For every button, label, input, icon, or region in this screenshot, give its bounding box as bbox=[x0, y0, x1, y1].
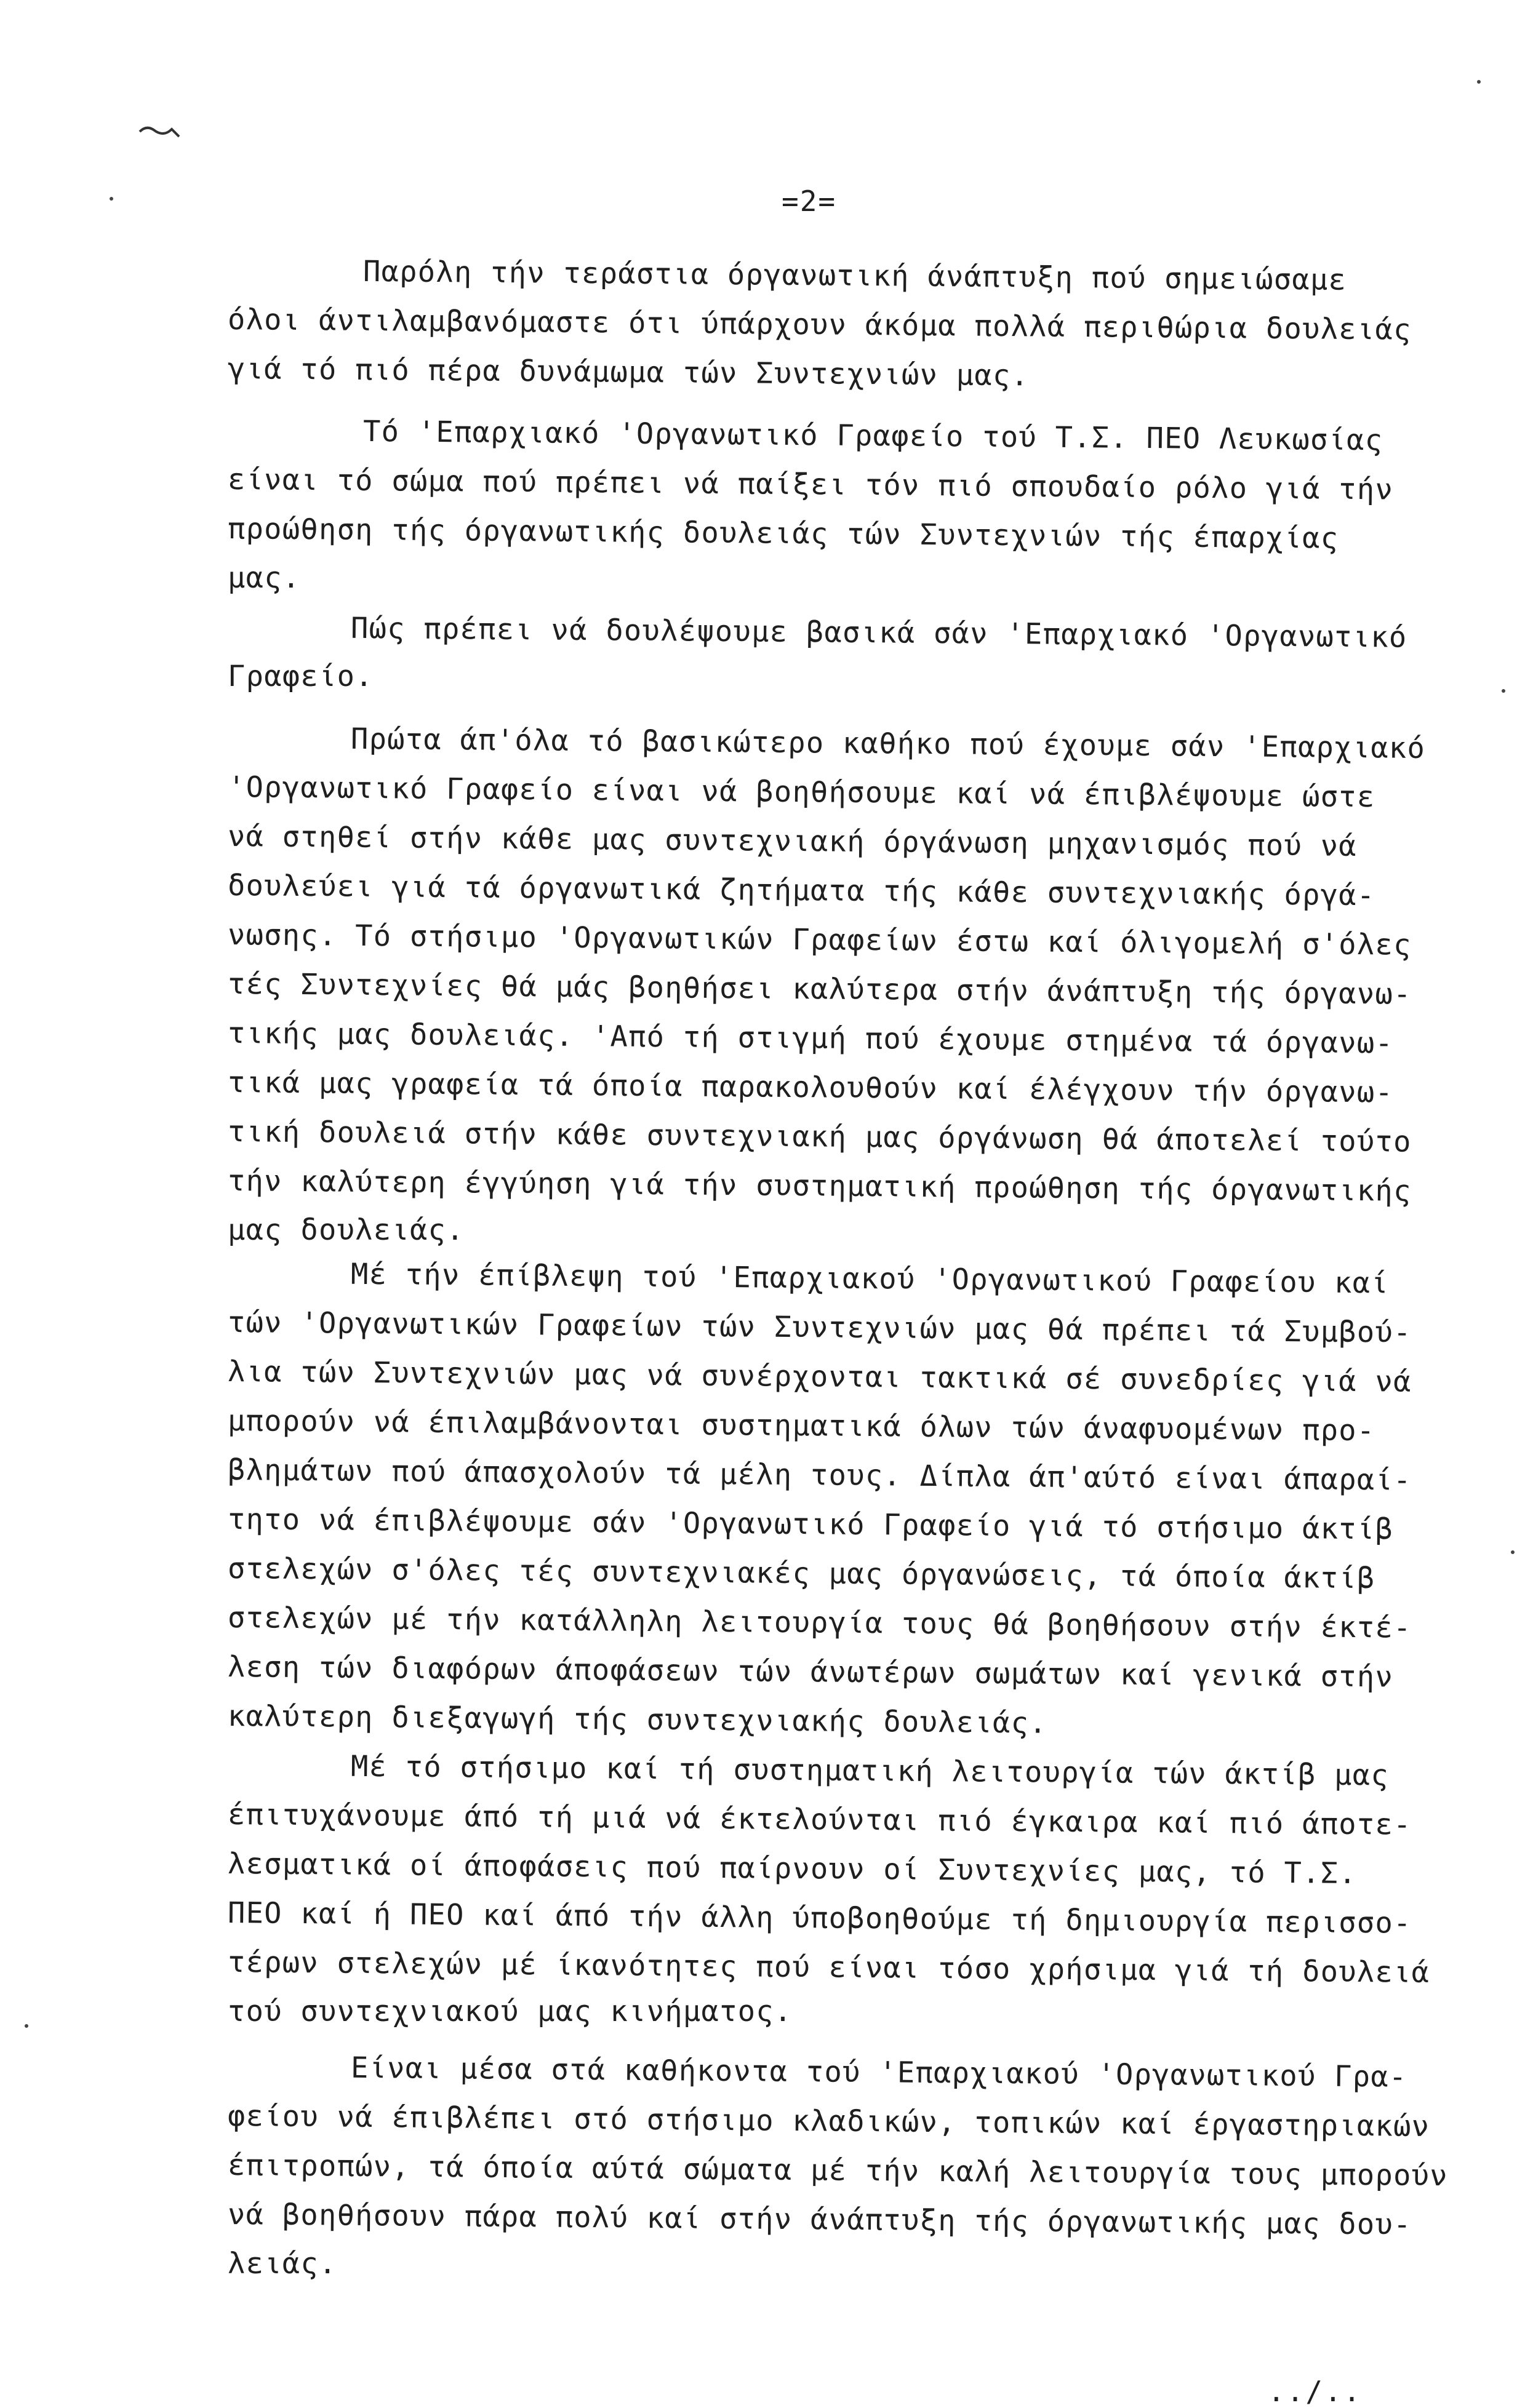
stray-mark bbox=[138, 123, 182, 138]
paragraph-3 bbox=[228, 603, 1483, 701]
text-line: λεσματικά οί άποφάσεις πού παίρνουν οί Συντεχνίες μας, τό Τ.Σ. bbox=[227, 1847, 1358, 1891]
text-line: Μέ τήν έπίβλεψη τού 'Επαρχιακού 'Οργανωτικού Γραφείου καί bbox=[350, 1257, 1390, 1301]
text-line: όλοι άντιλαμβανόμαστε ότι ύπάρχουν άκόμα πολλά περιθώρια δουλειάς bbox=[227, 303, 1412, 347]
paragraph-1 bbox=[228, 246, 1483, 394]
text-line: καλύτερη διεξαγωγή τής συντεχνιακής δουλειάς. bbox=[227, 1699, 1048, 1740]
text-line: λεση τών διαφόρων άποφάσεων τών άνωτέρων σωμάτων καί γενικά στήν bbox=[227, 1650, 1394, 1694]
paragraph-7 bbox=[228, 2043, 1483, 2289]
text-line: γιά τό πιό πέρα δυνάμωμα τών Συντεχνιών μας. bbox=[227, 352, 1030, 393]
text-line: Τό 'Επαρχιακό 'Οργανωτικό Γραφείο τού Τ.Σ. ΠΕΟ Λευκωσίας bbox=[362, 414, 1383, 458]
text-line: μας. bbox=[228, 561, 301, 595]
text-line: μπορούν νά έπιλαμβάνονται συστηματικά όλων τών άναφυομένων προ- bbox=[227, 1404, 1375, 1448]
text-line: νωσης. Τό στήσιμο 'Οργανωτικών Γραφείων έστω καί όλιγομελή σ'όλες bbox=[227, 918, 1412, 962]
paragraph-5 bbox=[228, 1249, 1483, 1741]
scan-speck bbox=[25, 2024, 28, 2028]
text-line: τέρων στελεχών μέ ίκανότητες πού είναι τόσο χρήσιμα γιά τή δουλειά bbox=[227, 1945, 1430, 1990]
text-line: είναι τό σώμα πού πρέπει νά παίξει τόν πιό σπουδαίο ρόλο γιά τήν bbox=[227, 463, 1394, 507]
text-line: τών 'Οργανωτικών Γραφείων τών Συντεχνιών μας θά πρέπει τά Συμβού- bbox=[227, 1306, 1412, 1350]
text-line: 'Οργανωτικό Γραφείο είναι νά βοηθήσουμε καί νά έπιβλέψουμε ώστε bbox=[227, 770, 1375, 815]
text-line: μας δουλειάς. bbox=[228, 1213, 465, 1247]
text-line: τητο νά έπιβλέψουμε σάν 'Οργανωτικό Γραφείο γιά τό στήσιμο άκτίβ bbox=[227, 1502, 1394, 1547]
text-line: βλημάτων πού άπασχολούν τά μέλη τους. Δίπλα άπ'αύτό είναι άπαραί- bbox=[227, 1453, 1412, 1497]
text-line: στελεχών σ'όλες τές συντεχνιακές μας όργανώσεις, τά όποία άκτίβ bbox=[227, 1552, 1375, 1596]
text-line: Πρώτα άπ'όλα τό βασικώτερο καθήκο πού έχουμε σάν 'Επαρχιακό bbox=[350, 722, 1426, 765]
text-line: φείου νά έπιβλέπει στό στήσιμο κλαδικών, τοπικών καί έργαστηριακών bbox=[227, 2099, 1430, 2144]
scan-speck bbox=[1477, 80, 1481, 84]
scan-speck bbox=[110, 197, 113, 201]
text-line: λια τών Συντεχνιών μας νά συνέρχονται τακτικά σέ συνεδρίες γιά νά bbox=[227, 1355, 1412, 1399]
text-line: τικής μας δουλειάς. 'Από τή στιγμή πού έχουμε στημένα τά όργανω- bbox=[227, 1016, 1394, 1061]
text-line: νά βοηθήσουν πάρα πολύ καί στήν άνάπτυξη τής όργανωτικής μας δου- bbox=[227, 2198, 1412, 2242]
text-line: έπιτροπών, τά όποία αύτά σώματα μέ τήν καλή λειτουργία τους μπορούν bbox=[227, 2148, 1449, 2193]
text-line: Είναι μέσα στά καθήκοντα τού 'Επαρχιακού 'Οργανωτικού Γρα- bbox=[350, 2051, 1407, 2094]
paragraph-4 bbox=[228, 714, 1483, 1255]
text-line: δουλεύει γιά τά όργανωτικά ζητήματα τής κάθε συντεχνιακής όργά- bbox=[227, 869, 1375, 913]
text-line: Παρόλη τήν τεράστια όργανωτική άνάπτυξη πού σημειώσαμε bbox=[362, 254, 1347, 297]
text-line: τές Συντεχνίες θά μάς βοηθήσει καλύτερα στήν άνάπτυξη τής όργανω- bbox=[227, 967, 1412, 1011]
paragraph-6 bbox=[228, 1741, 1483, 2036]
scan-speck bbox=[1511, 1550, 1515, 1554]
paragraph-2 bbox=[228, 406, 1483, 603]
text-line: Μέ τό στήσιμο καί τή συστηματική λειτουργία τών άκτίβ μας bbox=[350, 1749, 1390, 1793]
text-line: τική δουλειά στήν κάθε συντεχνιακή μας όργάνωση θά άποτελεί τούτο bbox=[227, 1115, 1412, 1159]
text-line: ΠΕΟ καί ή ΠΕΟ καί άπό τήν άλλη ύποβοηθούμε τή δημιουργία περισσο- bbox=[227, 1896, 1412, 1940]
text-line: λειάς. bbox=[228, 2247, 337, 2281]
page-number: =2= bbox=[782, 185, 837, 218]
text-line: έπιτυχάνουμε άπό τή μιά νά έκτελούνται πιό έγκαιρα καί πιό άποτε- bbox=[227, 1798, 1412, 1842]
scan-speck bbox=[1502, 689, 1505, 693]
text-line: Πώς πρέπει νά δουλέψουμε βασικά σάν 'Επαρχιακό 'Οργανωτικό bbox=[350, 611, 1407, 655]
text-line: τικά μας γραφεία τά όποία παρακολουθούν καί έλέγχουν τήν όργανω- bbox=[227, 1066, 1394, 1110]
text-line: προώθηση τής όργανωτικής δουλειάς τών Συντεχνιών τής έπαρχίας bbox=[227, 512, 1339, 556]
text-line: Γραφείο. bbox=[228, 660, 374, 693]
text-line: νά στηθεί στήν κάθε μας συντεχνιακή όργάνωση μηχανισμός πού νά bbox=[227, 819, 1358, 864]
text-line: στελεχών μέ τήν κατάλληλη λειτουργία τους θά βοηθήσουν στήν έκτέ- bbox=[227, 1601, 1412, 1645]
text-line: τού συντεχνιακού μας κινήματος. bbox=[228, 1995, 793, 2028]
text-line: τήν καλύτερη έγγύηση γιά τήν συστηματική προώθηση τής όργανωτικής bbox=[227, 1164, 1412, 1208]
continuation-mark: ../.. bbox=[1268, 2375, 1363, 2408]
